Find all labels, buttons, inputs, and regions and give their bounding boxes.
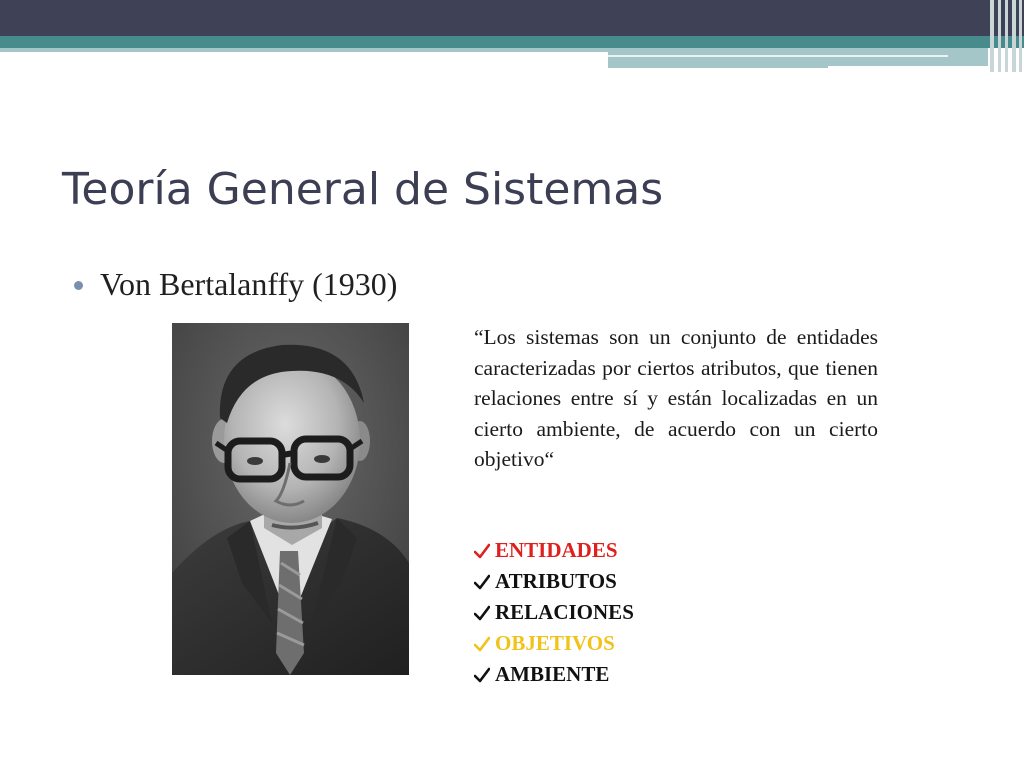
vertical-stripe bbox=[998, 0, 1001, 72]
checklist-label: ATRIBUTOS bbox=[495, 569, 617, 593]
definition-quote: “Los sistemas son un conjunto de entidades caracterizadas por ciertos atributos, que tienen relaciones entre sí y están localizadas en un cierto ambiente, de acuerdo con un cierto objetivo“ bbox=[474, 325, 878, 472]
checklist-label: ENTIDADES bbox=[495, 538, 618, 562]
bullet-dot-icon bbox=[74, 281, 83, 290]
checklist-item bbox=[474, 628, 634, 659]
checkmark-icon bbox=[474, 574, 490, 590]
checkmark-icon bbox=[474, 667, 490, 683]
header-bottom-line bbox=[608, 66, 828, 68]
checklist-item bbox=[474, 535, 634, 566]
bullet-text: Von Bertalanffy (1930) bbox=[100, 266, 398, 302]
checkmark-icon bbox=[474, 605, 490, 621]
bullet-item bbox=[74, 262, 397, 306]
checkmark-icon bbox=[474, 543, 490, 559]
header-decoration-band bbox=[0, 0, 1024, 76]
header-teal-stripe bbox=[0, 36, 1024, 48]
checklist-item bbox=[474, 566, 634, 597]
checkmark-icon bbox=[474, 636, 490, 652]
header-light-stripe bbox=[0, 48, 608, 52]
portrait-photo bbox=[172, 323, 409, 675]
systems-elements-checklist bbox=[474, 535, 634, 690]
header-step-line bbox=[608, 55, 948, 57]
vertical-stripe bbox=[1005, 0, 1008, 72]
checklist-item bbox=[474, 659, 634, 690]
vertical-stripe bbox=[990, 0, 994, 72]
slide-title: Teoría General de Sistemas bbox=[62, 164, 664, 215]
checklist-label: RELACIONES bbox=[495, 600, 634, 624]
header-dark-stripe bbox=[0, 0, 1024, 36]
checklist-label: AMBIENTE bbox=[495, 662, 610, 686]
checklist-label: OBJETIVOS bbox=[495, 631, 615, 655]
checklist-item bbox=[474, 597, 634, 628]
header-step-block bbox=[608, 48, 988, 66]
vertical-stripe bbox=[1019, 0, 1022, 72]
vertical-stripe bbox=[1012, 0, 1016, 72]
